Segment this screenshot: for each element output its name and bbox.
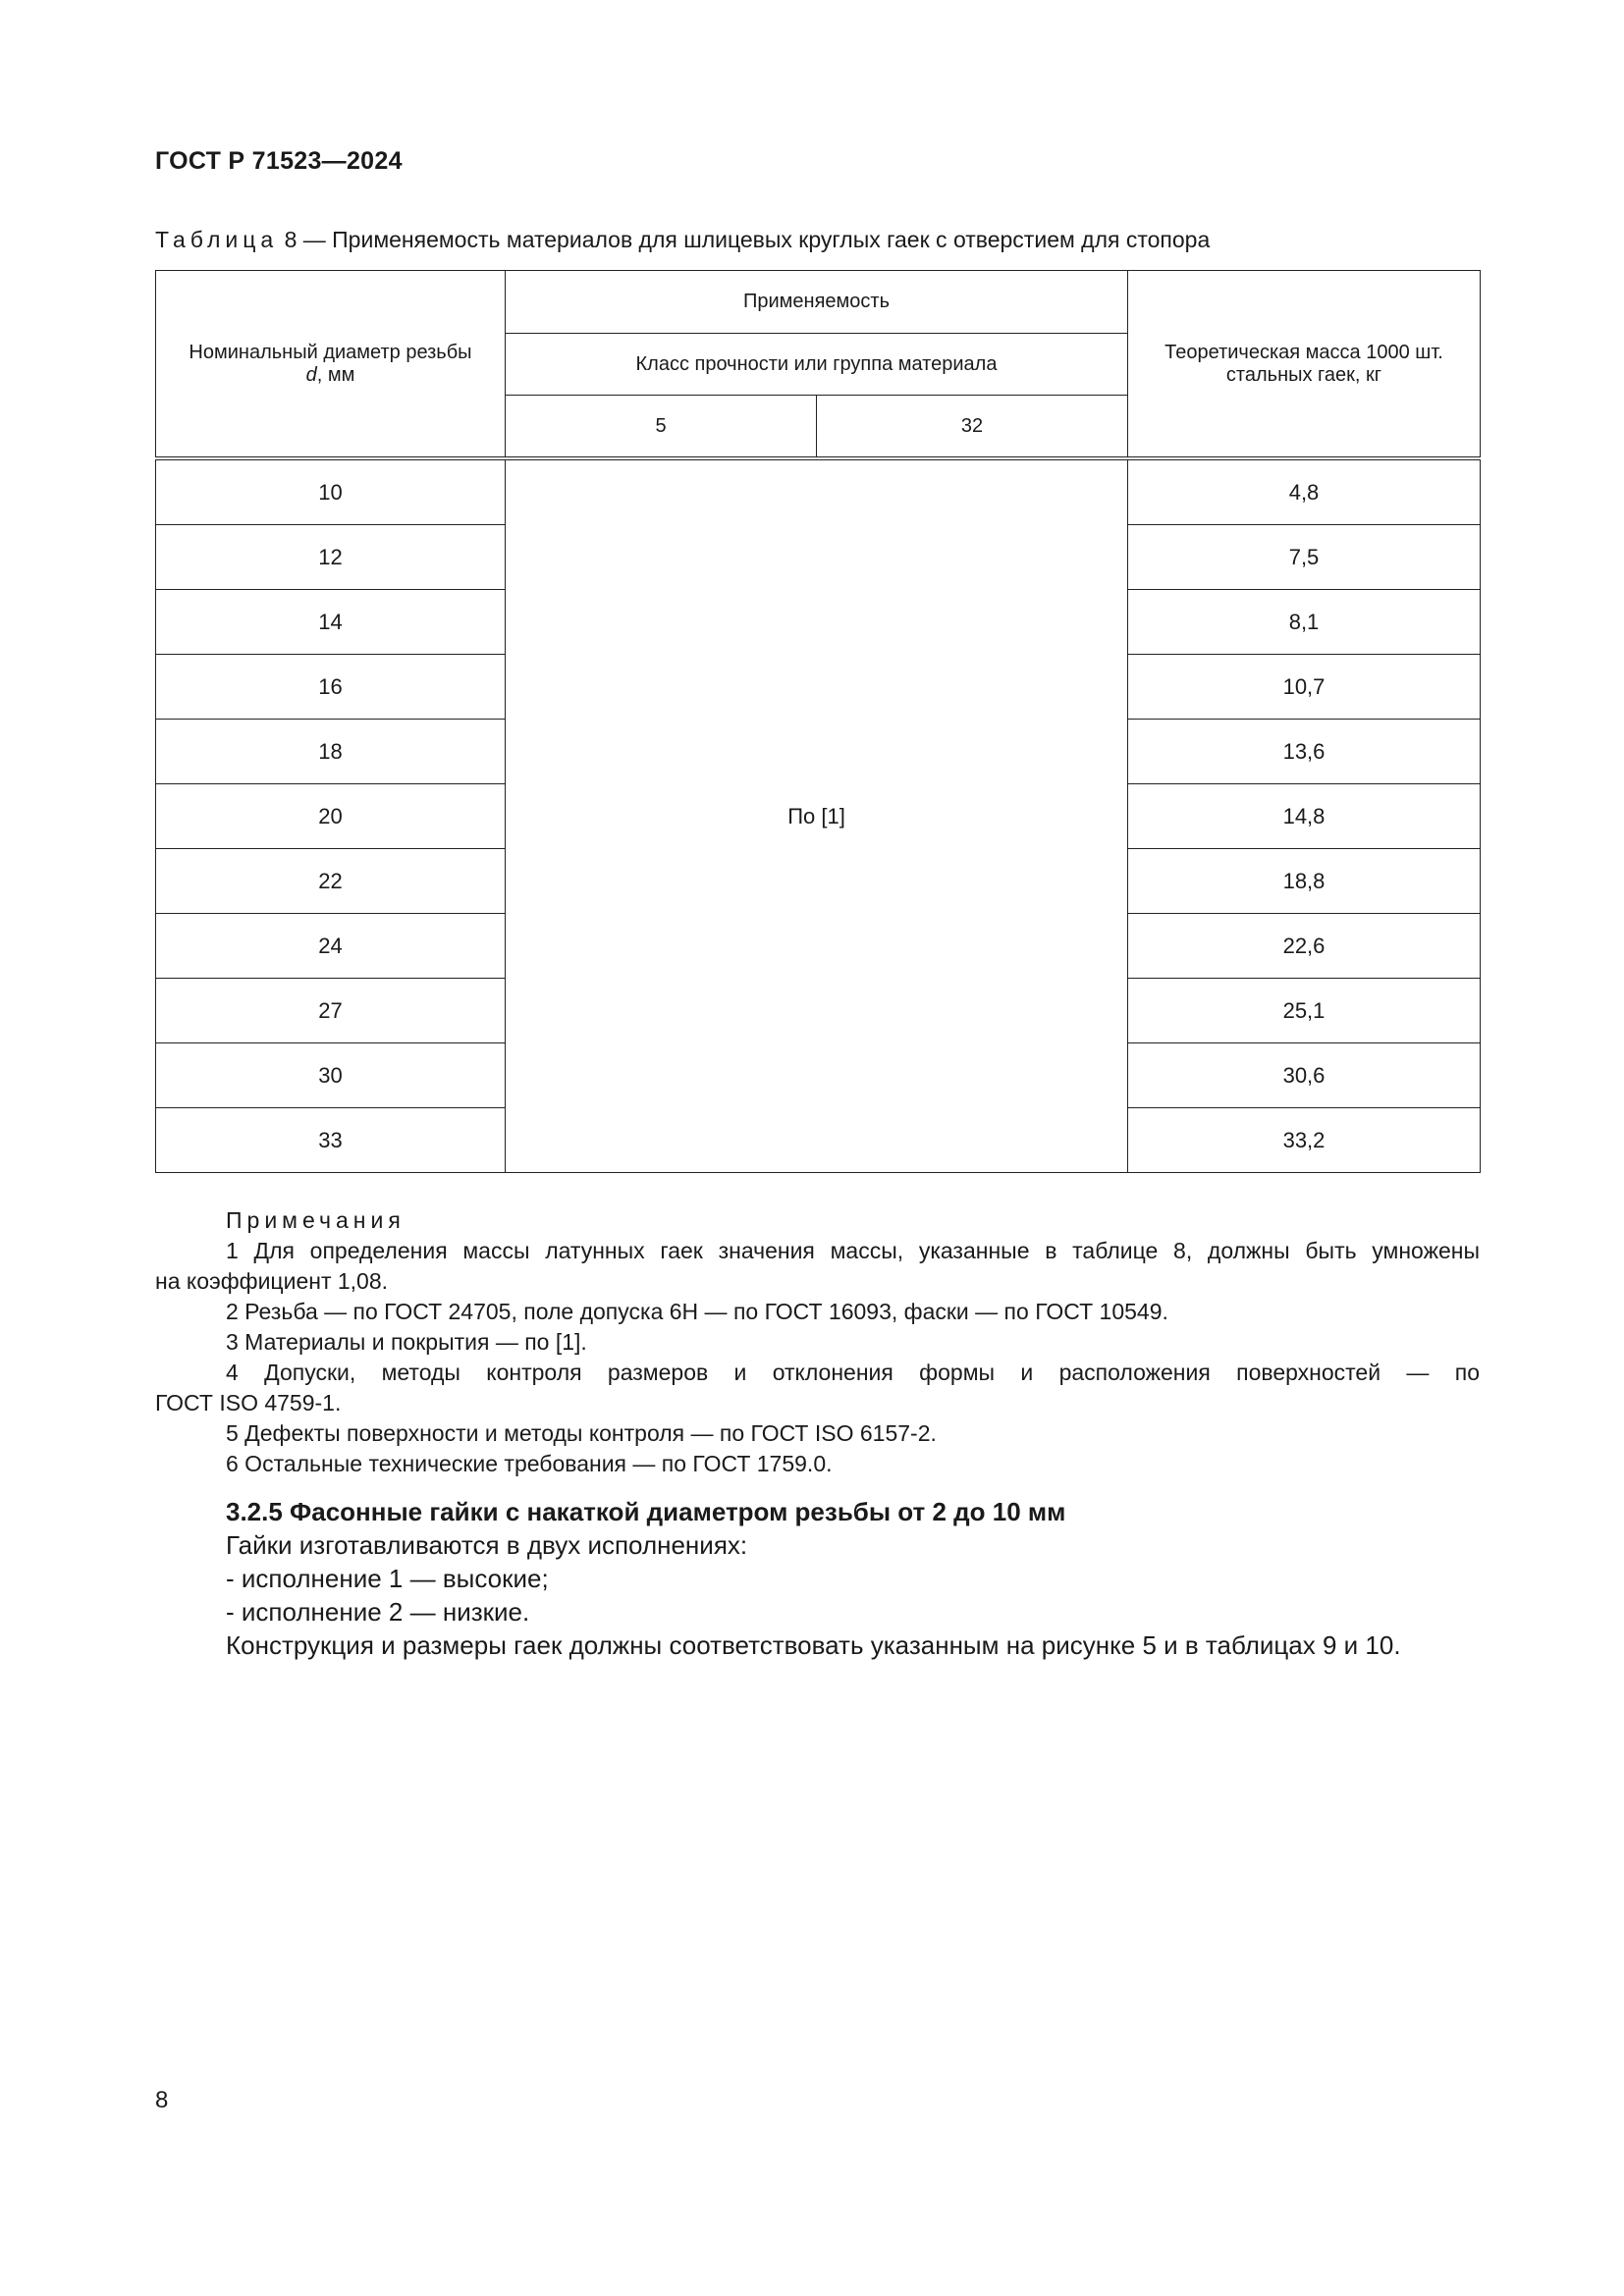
mass-cell: 4,8 [1128, 460, 1481, 525]
applicability-table [155, 270, 1481, 1173]
note-1-continued: на коэффициент 1,08. [155, 1268, 389, 1294]
diameter-cell: 27 [156, 979, 506, 1043]
note-5: 5 Дефекты поверхности и методы контроля — по ГОСТ ISO 6157-2. [226, 1420, 937, 1446]
diameter-cell: 20 [156, 784, 506, 849]
mass-cell: 8,1 [1128, 590, 1481, 655]
mass-cell: 33,2 [1128, 1108, 1481, 1173]
section-list-item: - исполнение 1 — высокие; [226, 1564, 549, 1593]
diameter-cell: 12 [156, 525, 506, 590]
mass-cell: 14,8 [1128, 784, 1481, 849]
diameter-cell: 33 [156, 1108, 506, 1173]
diameter-cell: 24 [156, 914, 506, 979]
diameter-cell: 18 [156, 720, 506, 784]
merged-applicability-cell: По [1] [506, 460, 1128, 1173]
section-paragraph: Конструкция и размеры гаек должны соответствовать указанным на рисунке 5 и в таблицах 9 и 10. [226, 1630, 1401, 1660]
page-number: 8 [155, 2087, 169, 2113]
mass-cell: 22,6 [1128, 914, 1481, 979]
note-1: 1 Для определения массы латунных гаек значения массы, указанные в таблице 8, должны быть умножены [226, 1238, 1480, 1263]
note-4-continued: ГОСТ ISO 4759-1. [155, 1390, 342, 1415]
header-theoretical-mass: Теоретическая масса 1000 шт. стальных гаек, кг [1128, 271, 1481, 457]
note-3: 3 Материалы и покрытия — по [1]. [226, 1329, 587, 1355]
mass-cell: 25,1 [1128, 979, 1481, 1043]
header-applicability: Применяемость [506, 271, 1128, 334]
header-class-32: 32 [817, 396, 1128, 457]
section-paragraph: Гайки изготавливаются в двух исполнениях: [226, 1530, 748, 1560]
table-row [156, 460, 1481, 525]
table-caption-text: 8 — Применяемость материалов для шлицевых круглых гаек с отверстием для стопора [284, 227, 1211, 252]
header-class-5: 5 [506, 396, 817, 457]
mass-cell: 10,7 [1128, 655, 1481, 720]
mass-cell: 30,6 [1128, 1043, 1481, 1108]
table-caption-label: Таблица [155, 227, 279, 252]
notes-title: Примечания [226, 1207, 406, 1233]
diameter-cell: 16 [156, 655, 506, 720]
diameter-cell: 14 [156, 590, 506, 655]
note-4: 4 Допуски, методы контроля размеров и отклонения формы и расположения поверхностей — по [226, 1360, 1480, 1385]
diameter-cell: 30 [156, 1043, 506, 1108]
section-list-item: - исполнение 2 — низкие. [226, 1597, 530, 1627]
section-3-2-5 [226, 1495, 1480, 1662]
diameter-cell: 10 [156, 460, 506, 525]
mass-cell: 18,8 [1128, 849, 1481, 914]
document-header: ГОСТ Р 71523—2024 [155, 147, 403, 175]
mass-cell: 7,5 [1128, 525, 1481, 590]
header-nominal-diameter: Номинальный диаметр резьбы d, мм [156, 271, 506, 457]
note-6: 6 Остальные технические требования — по ГОСТ 1759.0. [226, 1451, 833, 1476]
table-caption [155, 227, 1210, 253]
table-notes [155, 1205, 1480, 1479]
diameter-cell: 22 [156, 849, 506, 914]
mass-cell: 13,6 [1128, 720, 1481, 784]
header-strength-class: Класс прочности или группа материала [506, 334, 1128, 396]
note-2: 2 Резьба — по ГОСТ 24705, поле допуска 6Н — по ГОСТ 16093, фаски — по ГОСТ 10549. [226, 1299, 1168, 1324]
section-heading: 3.2.5 Фасонные гайки с накаткой диаметром резьбы от 2 до 10 мм [226, 1497, 1066, 1526]
